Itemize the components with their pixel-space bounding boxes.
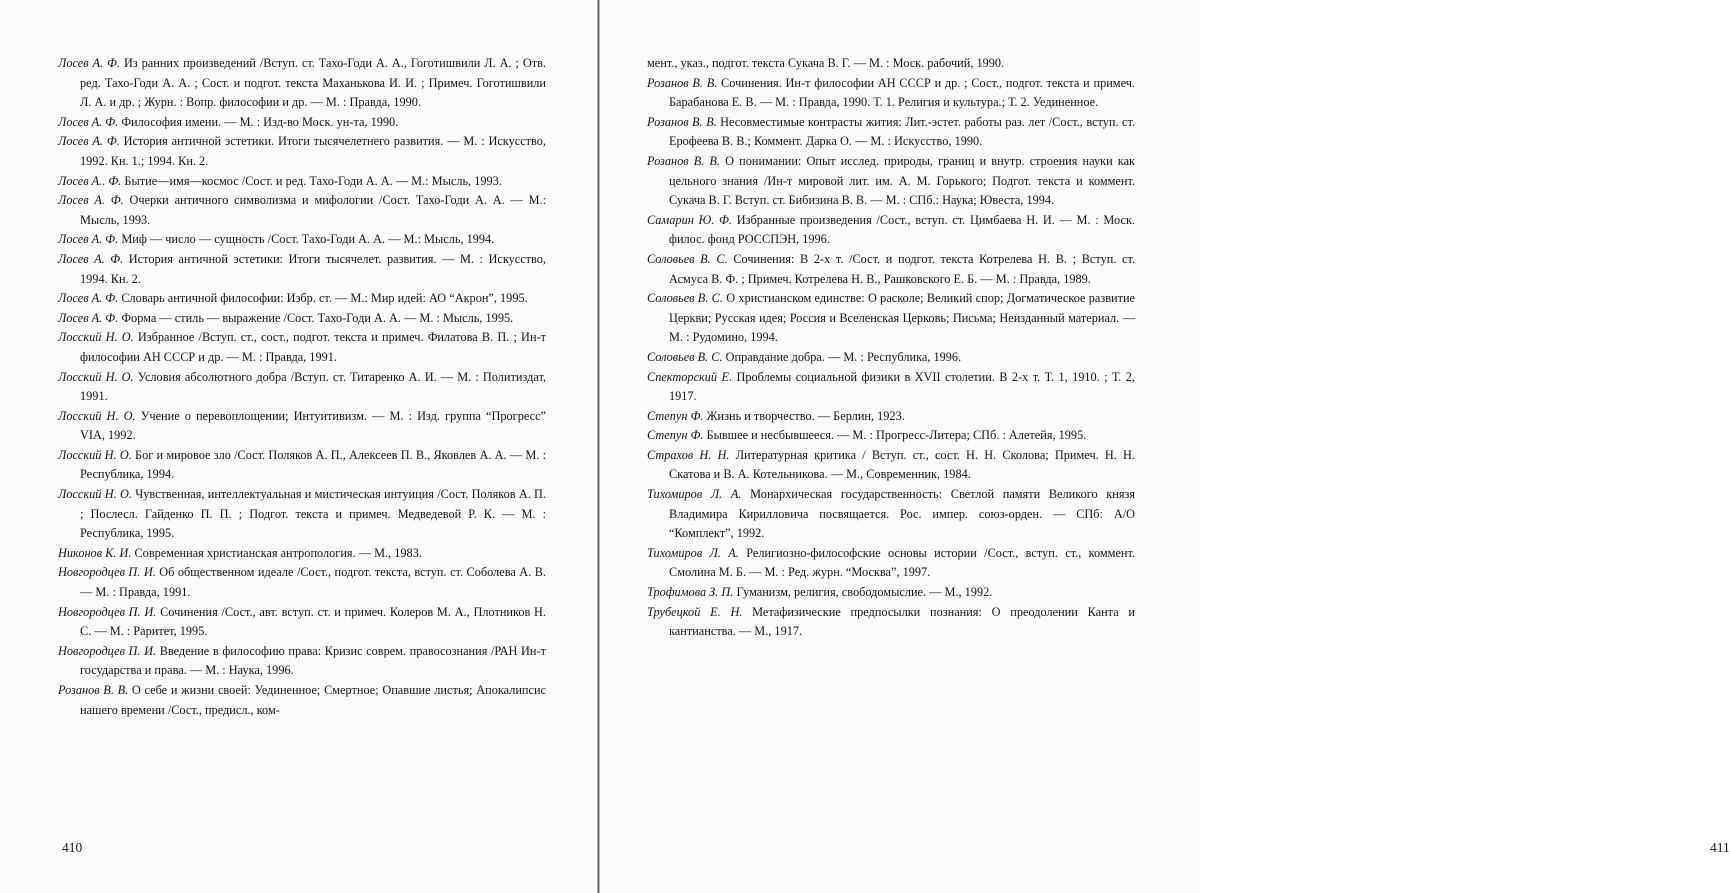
bibliography-entry xyxy=(58,603,546,642)
entry-author: Соловьев В. С. xyxy=(647,349,723,364)
entry-text: Очерки античного символизма и мифологии /Сост. Тахо-Годи А. А. — М.: Мысль, 1993. xyxy=(80,193,546,227)
entry-text: О себе и жизни своей: Уединенное; Смертное; Опавшие листья; Апокалипсис нашего времени /Сост., предисл., ком- xyxy=(80,683,546,717)
entry-author: Розанов В. В. xyxy=(647,114,717,129)
right-bibliography-list xyxy=(647,54,1135,642)
entry-author: Лосский Н. О. xyxy=(58,330,134,345)
bibliography-entry xyxy=(647,152,1135,211)
entry-text: Учение о перевоплощении; Интуитивизм. — М. : Изд. группа “Прогресс” VIA, 1992. xyxy=(80,408,546,443)
entry-author: Новгородцев П. И. xyxy=(58,604,157,619)
bibliography-entry xyxy=(647,348,1135,368)
bibliography-entry xyxy=(58,681,546,720)
bibliography-entry xyxy=(58,230,546,250)
bibliography-entry xyxy=(58,54,546,113)
entry-author: Розанов В. В. xyxy=(58,683,129,697)
entry-author: Тихомиров Л. А. xyxy=(647,487,742,502)
bibliography-entry xyxy=(647,407,1135,427)
entry-author: Спекторский Е. xyxy=(647,369,733,384)
bibliography-entry xyxy=(647,74,1135,113)
entry-text: Сочинения. Ин-т философии АН СССР и др. ; Сост., подгот. текста и примеч. Барабанова Е. В. — М. : Правда, 1990. Т. 1. Религия и культура.; Т. 2. Уединенное. xyxy=(669,75,1135,110)
entry-author: Лосев А. Ф. xyxy=(58,134,120,149)
entry-author: Страхов Н. Н. xyxy=(647,447,730,462)
entry-text: Словарь античной философии: Избр. ст. — М.: Мир идей: АО “Акрон”, 1995. xyxy=(118,291,528,306)
entry-text: мент., указ., подгот. текста Сукача В. Г. — М. : Моск. рабочий, 1990. xyxy=(647,56,1005,70)
entry-text: Условия абсолютного добра /Вступ. ст. Титаренко А. И. — М. : Политиздат, 1991. xyxy=(80,369,546,404)
bibliography-entry xyxy=(647,544,1135,583)
entry-text: Проблемы социальной физики в XVII столетии. В 2-х т. Т. 1, 1910. ; Т. 2, 1917. xyxy=(669,369,1135,404)
entry-author: Соловьев В. С. xyxy=(647,251,728,266)
bibliography-entry xyxy=(58,446,546,485)
bibliography-entry xyxy=(647,113,1135,152)
entry-author: Новгородцев П. И. xyxy=(58,565,156,580)
entry-author: Тихомиров Л. А. xyxy=(647,545,739,560)
bibliography-entry xyxy=(647,603,1135,642)
entry-author: Никонов К. И. xyxy=(58,545,132,560)
entry-author: Самарин Ю. Ф. xyxy=(647,212,732,227)
bibliography-entry xyxy=(58,544,546,564)
entry-text: Бытие—имя—космос /Сост. и ред. Тахо-Годи А. А. — М.: Мысль, 1993. xyxy=(121,173,502,188)
entry-author: Лосский Н. О. xyxy=(58,369,134,384)
entry-author: Розанов В. В. xyxy=(647,153,721,168)
entry-text: Об общественном идеале /Сост., подгот. текста, вступ. ст. Соболева А. В. — М. : Правда, 1991. xyxy=(80,565,546,600)
bibliography-entry xyxy=(58,191,546,230)
entry-author: Лосев А. Ф. xyxy=(58,114,119,129)
entry-text: Миф — число — сущность /Сост. Тахо-Годи А. А. — М.: Мысль, 1994. xyxy=(118,232,495,247)
entry-author: Лосев А.. Ф. xyxy=(58,173,122,188)
entry-author: Трофимова З. П. xyxy=(647,585,734,600)
bibliography-entry xyxy=(58,309,546,329)
entry-text: Гуманизм, религия, свободомыслие. — М., 1992. xyxy=(733,585,993,600)
bibliography-entry xyxy=(58,250,546,289)
entry-author: Лосев А. Ф. xyxy=(58,251,124,266)
entry-text: История античной эстетики. Итоги тысячелетнего развития. — М. : Искусство, 1992. Кн. 1.; 1994. Кн. 2. xyxy=(80,134,546,168)
bibliography-entry xyxy=(647,54,1135,74)
entry-text: Метафизические предпосылки познания: О преодолении Канта и кантианства. — М., 1917. xyxy=(669,604,1135,639)
right-page-number: 411 xyxy=(1710,840,1730,855)
entry-text: Бог и мировое зло /Сост. Поляков А. П., Алексеев П. В., Яковлев А. А. — М. : Республика, 1994. xyxy=(80,447,546,482)
entry-text: История античной эстетики: Итоги тысячелет. развития. — М. : Искусство, 1994. Кн. 2. xyxy=(80,251,547,286)
bibliography-entry xyxy=(58,132,546,171)
bibliography-entry xyxy=(647,211,1135,250)
entry-author: Лосев А. Ф. xyxy=(58,291,119,306)
entry-text: Сочинения /Сост., авт. вступ. ст. и примеч. Колеров М. А., Плотников Н. С. — М. : Раритет, 1995. xyxy=(80,604,546,639)
entry-text: Из ранних произведений /Вступ. ст. Тахо-Годи А. А., Гоготишвили Л. А. ; Отв. ред. Тахо-Годи А. А. ; Сост. и подгот. текста Маханькова И. И. ; Примеч. Гоготишвили Л. А. и др. ; Журн. : Вопр. философии и др. — М. : Правда, 1990. xyxy=(80,56,547,110)
bibliography-entry xyxy=(58,642,546,681)
entry-text: Современная христианская антропология. — М., 1983. xyxy=(131,545,422,560)
entry-text: Введение в философию права: Кризис соврем. правосознания /РАН Ин-т государства и права. — М. : Наука, 1996. xyxy=(80,643,546,678)
bibliography-entry xyxy=(58,563,546,602)
entry-author: Новгородцев П. И. xyxy=(58,643,157,658)
bibliography-entry xyxy=(58,328,546,367)
bibliography-entry xyxy=(58,368,546,407)
entry-text: Религиозно-философские основы истории /Сост., вступ. ст., коммент. Смолина М. Б. — М. : Ред. журн. “Москва”, 1997. xyxy=(669,545,1136,580)
bibliography-entry xyxy=(647,426,1135,446)
entry-author: Розанов В. В. xyxy=(647,75,718,90)
entry-author: Лосский Н. О. xyxy=(58,447,132,462)
bibliography-entry xyxy=(58,485,546,544)
bibliography-entry xyxy=(58,407,546,446)
entry-text: Сочинения: В 2-х т. /Сост. и подгот. текста Котрелева Н. В. ; Вступ. ст. Асмуса В. Ф. ; Примеч. Котрелева Н. В., Рашковского Е. Б. — М. : Правда, 1989. xyxy=(669,251,1136,286)
entry-text: О понимании: Опыт исслед. природы, границ и внутр. строения науки как цельного знания /Ин-т мировой лит. им. А. М. Горького; Подгот. текста и коммент. Сукача В. Г. Вступ. ст. Бибизина В. В. — М. : СПб.: Наука; Ювеста, 1994. xyxy=(669,153,1135,208)
entry-text: Избранное /Вступ. ст., сост., подгот. текста и примеч. Филатова В. П. ; Ин-т философии АН СССР и др. — М. : Правда, 1991. xyxy=(80,330,546,364)
bibliography-entry xyxy=(647,250,1135,289)
entry-text: Жизнь и творчество. — Берлин, 1923. xyxy=(703,408,905,423)
entry-text: Несовместимые контрасты жития: Лит.-эстет. работы раз. лет /Сост., вступ. ст. Ерофеева В. В.; Коммент. Дарка О. — М. : Искусство, 1990. xyxy=(669,114,1135,149)
left-page xyxy=(0,0,596,893)
left-bibliography-list xyxy=(58,54,546,720)
entry-text: Философия имени. — М. : Изд-во Моск. ун-та, 1990. xyxy=(118,114,399,129)
bibliography-entry xyxy=(647,485,1135,544)
bibliography-entry xyxy=(647,368,1135,407)
entry-text: Форма — стиль — выражение /Сост. Тахо-Годи А. А. — М. : Мысль, 1995. xyxy=(118,310,514,325)
entry-text: Литературная критика / Вступ. ст., сост. Н. Н. Сколова; Примеч. Н. Н. Скатова и В. А. Котельникова. — М., Современник, 1984. xyxy=(669,447,1136,482)
entry-text: Оправдание добра. — М. : Республика, 1996. xyxy=(722,349,962,364)
entry-author: Лосев А. Ф. xyxy=(58,232,119,247)
entry-author: Степун Ф. xyxy=(647,428,704,443)
entry-text: Чувственная, интеллектуальная и мистическая интуиция /Сост. Поляков А. П. ; Послесл. Гайденко П. П. ; Подгот. текста и примеч. Медведевой Р. К. — М. : Республика, 1995. xyxy=(80,487,547,541)
entry-author: Трубецкой Е. Н. xyxy=(647,604,743,619)
bibliography-entry xyxy=(58,289,546,309)
entry-author: Степун Ф. xyxy=(647,408,704,423)
bibliography-entry xyxy=(58,172,546,192)
bibliography-entry xyxy=(58,113,546,133)
entry-text: Избранные произведения /Сост., вступ. ст. Цимбаева Н. И. — М. : Моск. филос. фонд РОССПЭН, 1996. xyxy=(669,212,1135,247)
entry-author: Лосев А. Ф. xyxy=(58,56,121,70)
entry-author: Лосский Н. О. xyxy=(58,487,132,502)
bibliography-entry xyxy=(647,289,1135,348)
entry-author: Лосев А. Ф. xyxy=(58,193,124,208)
entry-text: Монархическая государственность: Светлой памяти Великого князя Владимира Кирилловича посвящается. Рос. импер. союз-орден. — СПб: А/О “Комплект”, 1992. xyxy=(669,487,1135,541)
entry-author: Соловьев В. С. xyxy=(647,291,723,306)
entry-author: Лосский Н. О. xyxy=(58,408,136,423)
entry-author: Лосев А. Ф. xyxy=(58,310,119,325)
entry-text: Бывшее и несбывшееся. — М. : Прогресс-Литера; СПб. : Алетейя, 1995. xyxy=(703,428,1087,443)
entry-text: О христианском единстве: О расколе; Великий спор; Догматическое развитие Церкви; Русская идея; Россия и Вселенская Церковь; Письма; Неизданный материал. — М. : Рудомино, 1994. xyxy=(669,291,1136,345)
bibliography-entry xyxy=(647,583,1135,603)
book-gutter xyxy=(597,0,600,893)
left-page-number: 410 xyxy=(62,840,83,855)
bibliography-entry xyxy=(647,446,1135,485)
